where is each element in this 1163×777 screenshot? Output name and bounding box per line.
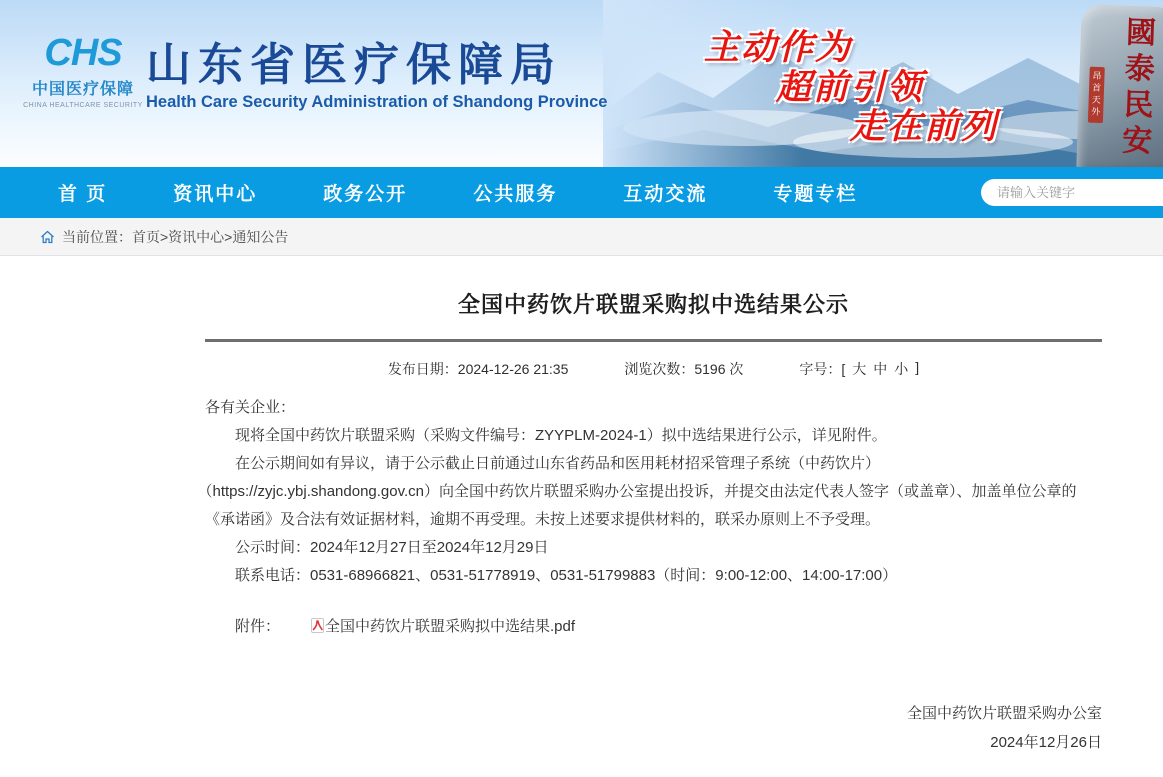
font-size-small-button[interactable]: 小 — [894, 361, 909, 377]
article-body — [205, 394, 1102, 590]
publish-date: 发布日期：2024-12-26 21:35 — [387, 361, 569, 377]
chs-logo-name-en: CHINA HEALTHCARE SECURITY — [23, 102, 143, 109]
attachment-pdf-link[interactable]: 全国中药饮片联盟采购拟中选结果.pdf — [325, 618, 576, 635]
paragraph-2-post: 向全国中药饮片联盟采购办公室提出投诉，并提交由法定代表人签字（或盖章）、加盖单位公章的《承诺函》及合法有效证据材料，逾期不再受理。未按上述要求提供材料的，联采办原则上不予受理。 — [205, 483, 1077, 528]
site-title-en: Health Care Security Administration of Shandong Province — [146, 92, 608, 111]
chs-logo — [20, 34, 146, 109]
font-size-bracket-end: ] — [915, 359, 920, 375]
paragraph-salutation: 各有关企业： — [205, 399, 296, 416]
nav-item-interaction[interactable]: 互动交流 — [623, 184, 708, 205]
article-title: 全国中药饮片联盟采购拟中选结果公示 — [457, 292, 849, 317]
site-header — [0, 0, 1163, 167]
signature-date: 2024年12月26日 — [990, 734, 1102, 751]
article-page — [0, 256, 1163, 777]
search-input[interactable] — [981, 179, 1163, 206]
font-size-control — [799, 359, 919, 379]
stele-main-text: 國泰民安 — [1116, 15, 1155, 161]
breadcrumb-bar — [0, 218, 1163, 256]
paragraph-publicity-period: 公示时间：2024年12月27日至2024年12月29日 — [235, 539, 549, 556]
chs-logo-acronym: CHS — [44, 32, 122, 74]
nav-item-gov-disclosure[interactable]: 政务公开 — [323, 184, 408, 205]
paragraph-1: 现将全国中药饮片联盟采购（采购文件编号：ZYYPLM-2024-1）拟中选结果进行公示，详见附件。 — [235, 427, 887, 444]
site-title-block — [146, 40, 607, 112]
breadcrumb-text[interactable]: 当前位置：首页>资讯中心>通知公告 — [62, 228, 289, 245]
paragraph-contact-phones: 联系电话：0531-68966821、0531-51778919、0531-51799883（时间：9:00-12:00、14:00-17:00） — [235, 567, 898, 584]
font-size-medium-button[interactable]: 中 — [873, 361, 888, 377]
stele-side-text: 昂首天外 — [1088, 67, 1105, 123]
attachment-label: 附件： — [235, 618, 281, 635]
nav-item-home[interactable]: 首 页 — [58, 184, 108, 205]
main-navigation — [0, 167, 1163, 218]
paragraph-2 — [205, 450, 1102, 534]
view-count: 浏览次数：5196 次 — [624, 361, 744, 377]
banner-slogan-line-3: 走在前列 — [850, 107, 999, 146]
home-icon — [40, 230, 55, 244]
nav-item-public-services[interactable]: 公共服务 — [473, 184, 558, 205]
article-meta-row — [205, 359, 1102, 379]
title-divider — [205, 339, 1102, 342]
font-size-large-button[interactable]: 大 — [852, 361, 867, 377]
attachment-row — [205, 613, 1102, 643]
pdf-file-icon — [281, 615, 324, 643]
site-title-cn: 山东省医疗保障局 — [146, 39, 563, 90]
signature-block — [205, 699, 1102, 777]
font-size-label: 字号：[ — [799, 361, 846, 377]
nav-item-special-topics[interactable]: 专题专栏 — [773, 184, 858, 205]
banner-slogan-line-2: 超前引领 — [776, 68, 925, 107]
chs-logo-name-cn: 中国医疗保障 — [31, 81, 134, 98]
signature-office: 全国中药饮片联盟采购办公室 — [906, 705, 1102, 722]
paragraph-2-pre: 在公示期间如有异议，请于公示截止日前通过山东省药品和医用耗材招采管理子系统（中药饮片） — [235, 455, 881, 472]
system-url: （https://zyjc.ybj.shandong.gov.cn） — [205, 483, 440, 500]
banner-slogan-line-1: 主动作为 — [704, 28, 853, 67]
nav-item-news-center[interactable]: 资讯中心 — [173, 184, 258, 205]
stone-stele-graphic — [1076, 4, 1163, 167]
